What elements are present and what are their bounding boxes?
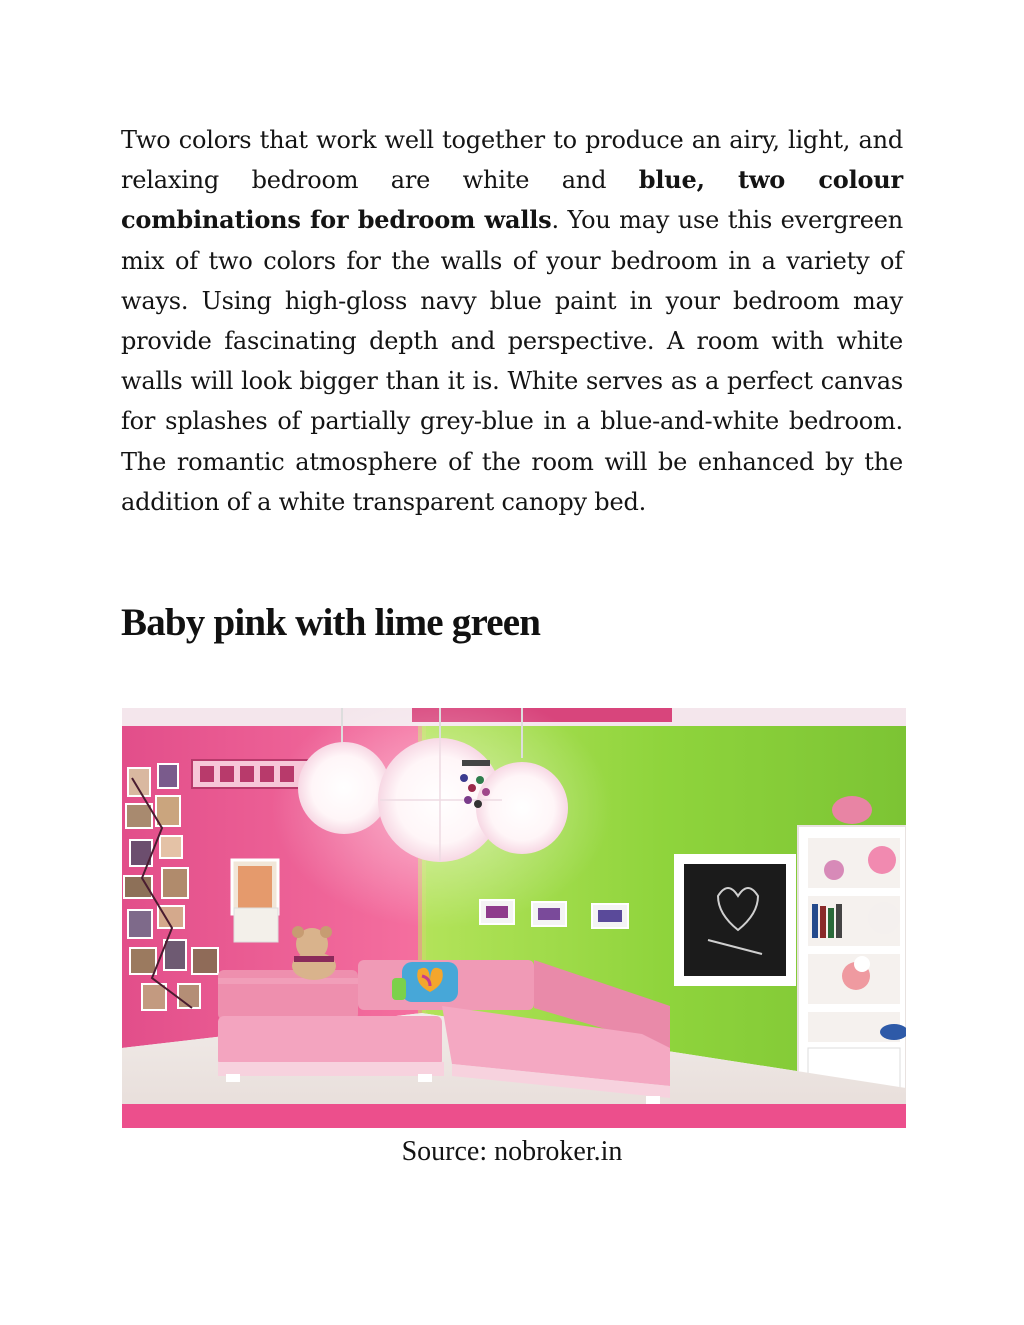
bedroom-photo — [122, 708, 906, 1128]
paragraph-text-end: . You may use this evergreen mix of two colors for the walls of your bedroom in a variety of ways. Using high-gloss navy blue paint in your bedroom may provide fascinating depth and perspective. A room with white walls will look bigger than it is. White serves as a perfect canvas for splashes of partially grey-blue in a blue-and-white bedroom. The romantic atmosphere of the room will be enhanced by the addition of a white transparent canopy bed. — [121, 206, 903, 516]
paragraph-bold-link-text: blue, two colour combinations for bedroom walls — [121, 165, 903, 235]
section-heading: Baby pink with lime green — [121, 601, 541, 644]
paragraph-text-start: Two colors that work well together to produce an airy, light, and relaxing bedroom are white and — [121, 126, 903, 195]
body-paragraph — [121, 120, 903, 522]
image-caption: Source: nobroker.in — [401, 1136, 623, 1167]
